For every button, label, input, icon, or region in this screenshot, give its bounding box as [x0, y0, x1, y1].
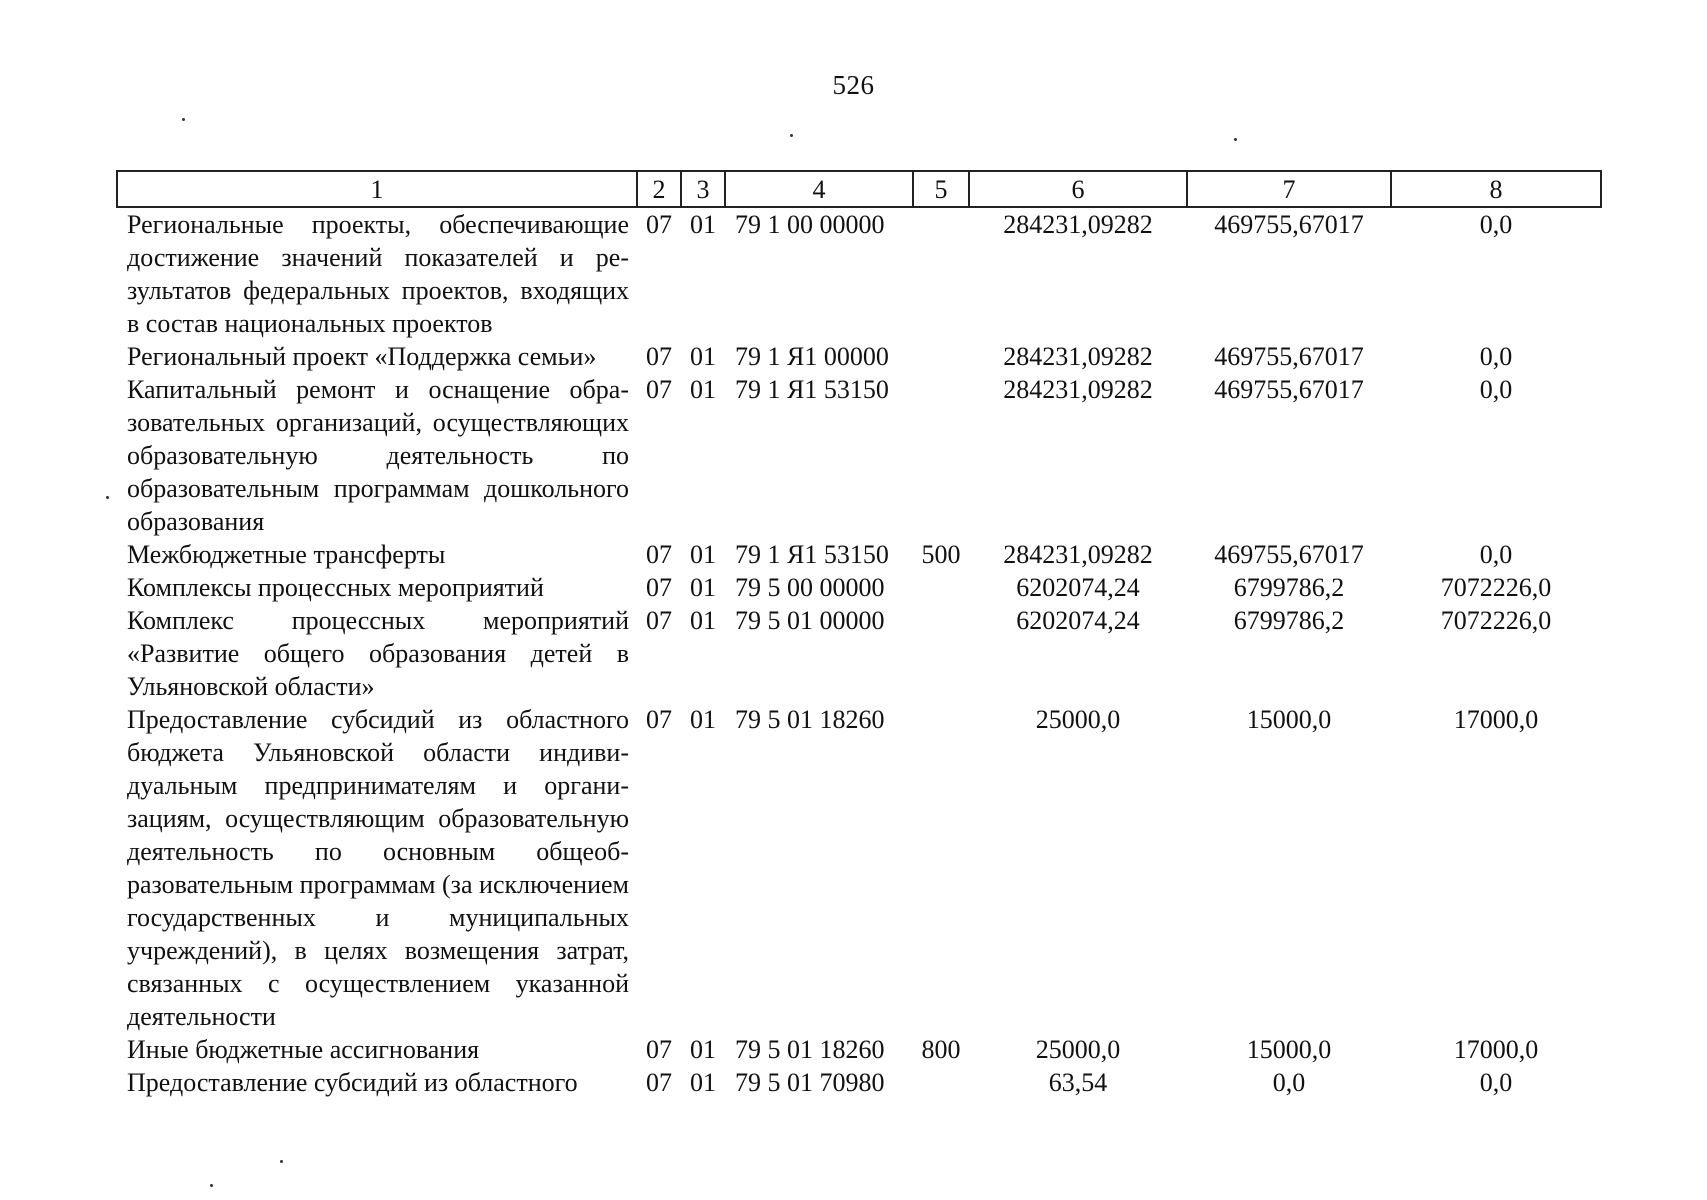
row-section: 07 [646, 540, 672, 569]
row-amount-year1: 6202074,24 [1016, 573, 1140, 602]
page-number: 526 [832, 70, 875, 100]
row-amount-year2: 469755,67017 [1214, 342, 1364, 371]
row-amount-year3: 0,0 [1479, 342, 1513, 371]
table-row [117, 340, 1601, 373]
row-name: Комплексы процессных мероприятий [127, 573, 544, 602]
table-body [117, 207, 1601, 1099]
table-header-row [117, 171, 1601, 207]
row-amount-year2: 0,0 [1272, 1068, 1306, 1097]
row-target-article: 79 1 Я1 53150 [735, 540, 889, 569]
row-amount-year3: 0,0 [1479, 375, 1513, 404]
row-section: 07 [646, 573, 672, 602]
row-amount-year1: 284231,09282 [1003, 375, 1153, 404]
scan-speck [210, 1184, 213, 1187]
header-col-4: 4 [725, 171, 913, 207]
table-row [117, 538, 1601, 571]
scan-speck [1234, 138, 1237, 141]
row-subsection: 01 [690, 375, 716, 404]
header-col-5: 5 [913, 171, 969, 207]
row-amount-year3: 7072226,0 [1440, 606, 1552, 635]
row-name: Региональный проект «Поддержка семьи» [127, 342, 597, 371]
header-col-1: 1 [117, 171, 637, 207]
table-row [117, 703, 1601, 1033]
row-section: 07 [646, 705, 672, 734]
row-amount-year1: 25000,0 [1035, 705, 1121, 734]
row-target-article: 79 5 00 00000 [735, 573, 885, 602]
table-row [117, 1033, 1601, 1066]
header-col-2: 2 [637, 171, 681, 207]
row-target-article: 79 5 01 70980 [735, 1068, 885, 1097]
header-col-3: 3 [681, 171, 725, 207]
row-section: 07 [646, 210, 672, 239]
row-name: Межбюджетные трансферты [127, 540, 446, 569]
row-subsection: 01 [690, 342, 716, 371]
row-subsection: 01 [690, 573, 716, 602]
row-target-article: 79 5 01 18260 [735, 1035, 885, 1064]
row-amount-year2: 469755,67017 [1214, 210, 1364, 239]
header-col-7: 7 [1187, 171, 1391, 207]
row-subsection: 01 [690, 606, 716, 635]
table-row [117, 373, 1601, 538]
header-col-6: 6 [969, 171, 1187, 207]
header-col-8: 8 [1391, 171, 1601, 207]
row-amount-year3: 7072226,0 [1440, 573, 1552, 602]
table-row [117, 1066, 1601, 1099]
row-amount-year3: 17000,0 [1453, 1035, 1539, 1064]
row-name: Комплекс процессных мероприятий «Развитие общего образования детей в Ульяновской области» [127, 606, 629, 701]
row-amount-year2: 6799786,2 [1233, 573, 1345, 602]
row-target-article: 79 5 01 18260 [735, 705, 885, 734]
row-amount-year1: 284231,09282 [1003, 210, 1153, 239]
row-expense-type [913, 571, 969, 604]
scan-speck [280, 1160, 283, 1163]
row-amount-year1: 25000,0 [1035, 1035, 1121, 1064]
row-subsection: 01 [690, 210, 716, 239]
row-section: 07 [646, 1035, 672, 1064]
row-expense-type [913, 207, 969, 340]
row-target-article: 79 1 Я1 53150 [735, 375, 889, 404]
row-section: 07 [646, 375, 672, 404]
row-expense-type [913, 1066, 969, 1099]
budget-table [116, 170, 1602, 1099]
scan-speck [182, 118, 185, 121]
row-expense-type: 500 [921, 540, 961, 569]
row-subsection: 01 [690, 540, 716, 569]
table-row [117, 571, 1601, 604]
row-section: 07 [646, 1068, 672, 1097]
row-amount-year2: 469755,67017 [1214, 540, 1364, 569]
row-target-article: 79 5 01 00000 [735, 606, 885, 635]
row-amount-year2: 15000,0 [1246, 1035, 1332, 1064]
row-amount-year2: 15000,0 [1246, 705, 1332, 734]
row-amount-year3: 0,0 [1479, 210, 1513, 239]
row-section: 07 [646, 342, 672, 371]
row-name: Региональные проекты, обеспечивающие достижение значений показателей и результатов федеральных проектов, входящих в состав национальных проектов [127, 210, 629, 338]
row-name: Капитальный ремонт и оснащение образовательных организаций, осуществляющих образовательную деятельность по образовательным программам дошкольного образования [127, 375, 629, 536]
row-name: Иные бюджетные ассигнования [127, 1035, 480, 1064]
row-name: Предоставление субсидий из областного [127, 1068, 578, 1097]
row-target-article: 79 1 Я1 00000 [735, 342, 889, 371]
row-section: 07 [646, 606, 672, 635]
table-row [117, 604, 1601, 703]
row-subsection: 01 [690, 705, 716, 734]
scan-speck [790, 134, 793, 137]
scan-speck [106, 496, 109, 499]
row-target-article: 79 1 00 00000 [735, 210, 885, 239]
row-amount-year1: 284231,09282 [1003, 342, 1153, 371]
row-amount-year1: 63,54 [1048, 1068, 1108, 1097]
row-amount-year3: 0,0 [1479, 1068, 1513, 1097]
row-subsection: 01 [690, 1035, 716, 1064]
row-expense-type: 800 [921, 1035, 961, 1064]
row-amount-year1: 284231,09282 [1003, 540, 1153, 569]
row-name: Предоставление субсидий из областного бюджета Ульяновской области индивидуальным предпринимателям и организациям, осуществляющим образовательную деятельность по основным общеобразовательным программам (за исключением государственных и муниципальных учреждений), в целях возмещения затрат, связанных с осуществлением указанной деятельности [127, 705, 629, 1031]
row-expense-type [913, 604, 969, 703]
row-amount-year2: 469755,67017 [1214, 375, 1364, 404]
row-amount-year3: 17000,0 [1453, 705, 1539, 734]
row-subsection: 01 [690, 1068, 716, 1097]
row-amount-year2: 6799786,2 [1233, 606, 1345, 635]
row-expense-type [913, 703, 969, 1033]
row-expense-type [913, 373, 969, 538]
row-expense-type [913, 340, 969, 373]
table-row [117, 207, 1601, 340]
row-amount-year1: 6202074,24 [1016, 606, 1140, 635]
row-amount-year3: 0,0 [1479, 540, 1513, 569]
